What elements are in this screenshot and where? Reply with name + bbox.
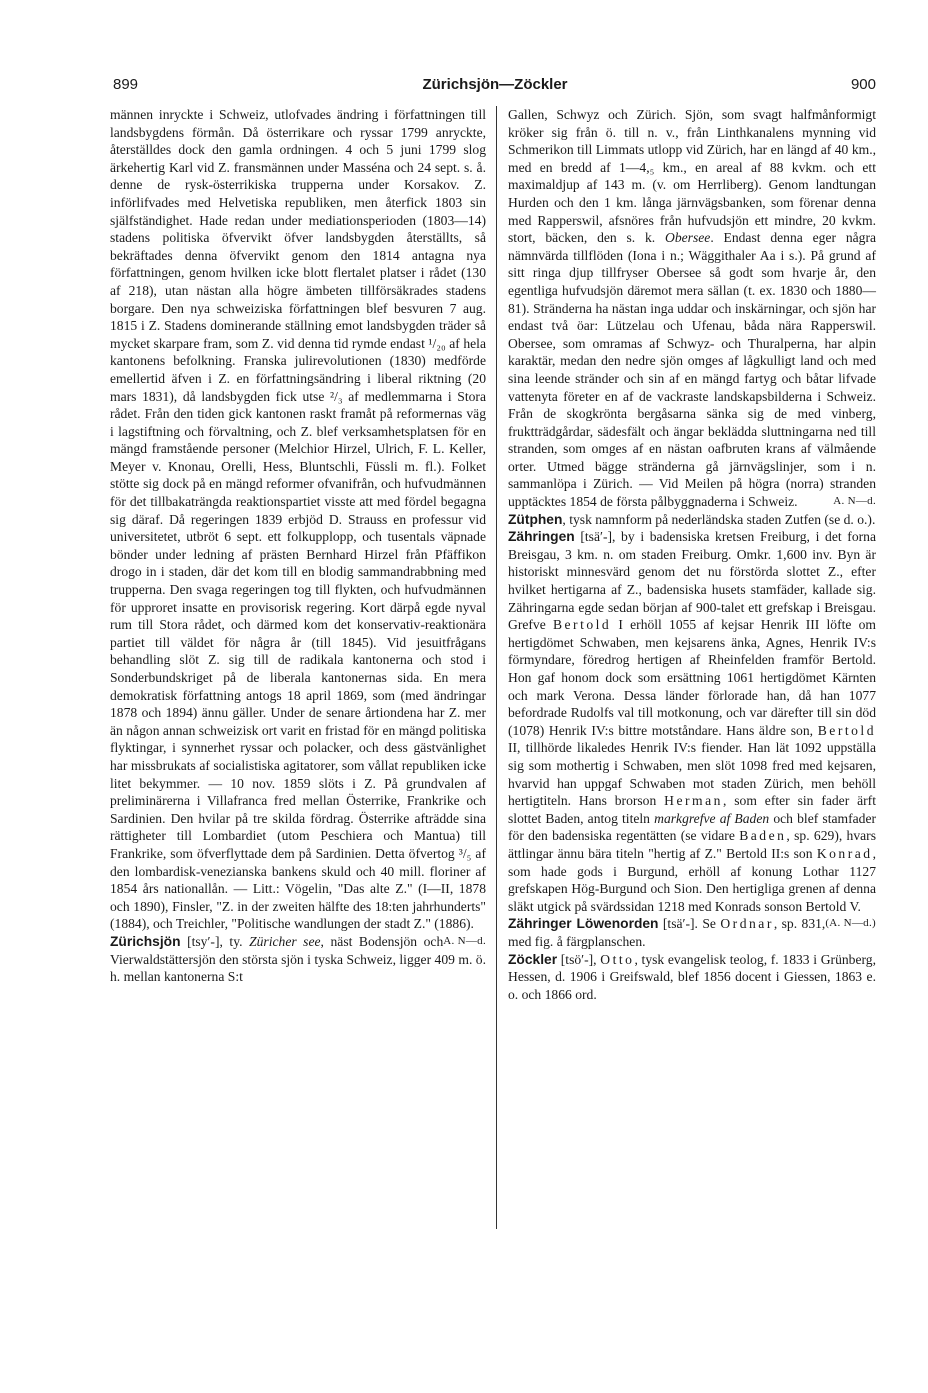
- column-divider: [496, 106, 497, 1229]
- entry-italic: markgrefve af Baden: [654, 810, 770, 826]
- entry-headword: Zähringer Löwenorden: [508, 916, 659, 932]
- entry-text: [tsy′-], ty.: [180, 933, 250, 949]
- author-signature: (A. N—d.): [825, 917, 876, 930]
- entry-headword: Zöckler: [508, 951, 558, 967]
- spaced-name: Herman: [664, 793, 723, 809]
- entry-text: , sp. 831, med fig. å färgplanschen.: [508, 916, 826, 949]
- spaced-name: Otto: [600, 951, 635, 967]
- zurichsjon-continuation: [508, 106, 876, 511]
- entry-zutphen: [508, 511, 876, 529]
- entry-zurichsjon: [110, 933, 486, 986]
- spaced-name: Bertold: [817, 722, 876, 738]
- entry-text: , som hade gods i Burgund, erhöll af konung Lothar 1127 grefskapen Hög-Burgund och Sion. Den hertigliga grenen af denna släkt utgick på svärdssidan 1218 med Konrads sonson Bertold V.: [508, 845, 876, 914]
- entry-text: I erhöll 1055 af kejsar Henrik III löfte om hertigdömet Schwaben, men kejsarens änka, Agnes, Henrik IV:s förmyndare, föredrog hertigen af Rheinfelden framför Bertold. Hon gaf honom dock som ersättning 1061 hertigdömet Kärnten och mark Verona. Dessa länder förlorade han, då han 1077 befordrade Rudolfs val till motkonung, och var därefter till sin död (1078) Henrik IV:s bittre motståndare. Hans äldre son,: [508, 617, 876, 738]
- entry-text: , sp. 629), hvars ättlingar ännu bära titeln "hertig af Z." Bertold II:s son: [508, 828, 876, 861]
- paragraph-text: . Endast denna eger några nämnvärda tillflöden (Iona i n.; Wäggithaler Aa i s.). På grund af sitt ringa djup tillfryser Obersee så godt som hvarje år, den egentliga hufvudsjön däremot mera sällan (t. ex. 1830 och 1880—81). Stränderna ha nästan inga uddar och inskärningar, och sjön har endast två öar: Lützelau och Ufenau, båda nära Rapperswil. Obersee, som omramas af Schwyz- och Thuralperna, har alpin karaktär, medan den nedre sjön omges af lågkulligt land och med sina leende stränder och sin af en mängd fartyg och båtar lifvade vattenyta företer en af de vackraste landskapsbilderna i Schweiz. Från de skogkrönta bergåsarna sänka sig de med vinberg, fruktträdgårdar, sädesfält och ängar beklädda sluttningarna ned till stranden, som omges af en nästan oafbruten krans af välmående orter. Utmed bägge stränderna gå järnvägslinjer, som i n. sammanlöpa i Zürich. — Vid Meilen på högra (norra) stranden upptäcktes 1854 de första pålbyggnaderna i Schweiz.: [508, 230, 877, 510]
- cross-reference: Ordnar: [720, 916, 774, 932]
- entry-italic: Züricher see: [249, 933, 321, 949]
- right-column: [508, 106, 876, 1003]
- entry-headword: Zähringen: [508, 529, 575, 545]
- entry-headword: Zütphen: [508, 511, 563, 527]
- entry-text: [tsä′-]. Se: [658, 916, 721, 932]
- spaced-name: Bertold: [552, 617, 612, 633]
- paragraph-text: Gallen, Schwyz och Zürich. Sjön, som svagt halfmånformigt kröker sig från ö. till n. v., från Linthkanalens mynning vid Schmerikon till Limmats utlopp vid Zürich, har en längd af 40 km., med en bredd af 1—4,₅ km., en areal af 88 kvkm. och ett maximaldjup af 143 m. (v. om Herrliberg). Genom landtungan Hurden och den 1 km. långa järnvägsbanken, som förenar denna med Rapperswil, afsnöres från hufvudsjön ett mindre, 20 kvkm. stort, bäcken, den s. k.: [508, 107, 876, 246]
- entry-text: och blef stamfader för den badensiska regentätten (se vidare: [508, 810, 877, 844]
- entry-headword: Zürichsjön: [110, 933, 181, 949]
- entry-text: , näst Bodensjön och Vierwaldstättersjön den största sjön i tyska Schweiz, ligger 409 m. ö. h. mellan kantonerna S:t: [110, 933, 486, 985]
- entry-zockler: [508, 951, 876, 1004]
- paragraph-text: männen inryckte i Schweiz, utlofvades ändring i författningen till landsbygdens förmån. Då österrikare och ryssar 1799 anryckte, återställdes dock den gamla ordningen. 4 och 5 juni 1799 slog ärkehertig Karl vid Z. fransmännen under Masséna och 24 sept. s. å. denne de rysk-österrikiska trupperna under Korsakov. Z. införlifvades med Helvetiska republiken, men återfick 1803 sin själfständighet. Hade redan under mediationsperioden (1803—14) stadens politiska öfvervikt öfver landsbygden återställts, så bekräftades denna öfvervikt genom den 1814 antagna nya författningen, genom hvilken icke blott flertalet platser i rådet (130 af 218), utan nästan alla högre ämbeten tillförsäkrades stadens borgare. Den nya schweiziska författningen blef besvuren 7 aug. 1815 i Z. Stadens dominerande ställning emot landsbygden träder så mycket skarpare fram, som Z. vid denna tid rymde endast ¹/₂₀ af hela kantonens befolkning. Franska julirevolutionen (1830) medförde emellertid äfven i Z. en författningsändring i liberal riktning (20 mars 1831), då landsbygden fick utse ²/₃ af medlemmarna i Stora rådet. Från den tiden gick kantonen raskt framåt på reformernas väg i lagstiftning och förvaltning, och Z. blef verksamhetsplatsen för en mängd framstående personer (Melchior Hirzel, Ulrich, F. L. Keller, Meyer v. Knonau, Orelli, Hess, Bluntschli, Füssli m. fl.). Folket stötte sig dock på en mängd reformer ofvanifrån, och hufvudmännen för det tillbakaträngda reaktionspartiet visste att med fördel begagna sig däraf. Då regeringen 1839 erbjöd D. Strauss en professur vid universitetet, utbröt 6 sept. ett folkupplopp, och tusentals väpnade bönder under ledning af prästen Bernhard Hirzel från Pfäffikon drogo in i staden, där det kom till en blodig sammandrabbning med trupperna. Den svaga regeringen tog till flykten, och hufvudmännen för upproret insatte en provisorisk regering. Kort därpå egde nyval rum till Stora rådet, och därmed kom det konservativ-reaktionära partiet till väldet för några år (till 1845). Vid jesuitfrågans behandling slöt Z. sig till de radikala kantonerna och stod i Sonderbundskriget på de liberala kantonernas sida. En mera demokratisk författning antogs 18 april 1869, som (med ändringar 1878 och 1894) ännu gäller. Under de senare årtiondena har Z. mer än någon annan schweizisk ort varit en fristad för en mängd politiska flyktingar, i synnerhet ryssar och polacker, och dess gästvänlighet har missbrukats af socialistiska agitatorer, som vållat republiken icke litet bekymmer. — 10 nov. 1859 slöts i Z. På grundvalen af preliminärerna i Villafranca fred mellan Österrike, Frankrike och Sardinien. Den hvilar på tre skilda fördrag. Österrike afträdde sina rättigheter till Lombardiet (utom Peschiera och Mantua) till Frankrike, som öfverflyttade dem på Sardinien. Detta öfvertog ³/₅ af den lombardisk-venezianska bankens skuld och 40 mill. floriner af 1854 års nationallån. — Litt.: Vögelin, "Das alte Z." (I—II, 1878 och 1890), Finsler, "Z. in der zweiten hälfte des 18:ten jahrhunderts" (1884), och Treichler, "Politische wandlungen der stadt Z." (1886).: [110, 107, 486, 932]
- page-number-left: 899: [113, 76, 139, 93]
- running-title: Zürichsjön—Zöckler: [422, 76, 568, 93]
- entry-text: , tysk evangelisk teolog, f. 1833 i Grünberg, Hessen, d. 1906 i Greifswald, blef 1856 docent i Giessen, 1863 e. o. och 1866 ord.: [508, 951, 876, 1002]
- spaced-name: Baden: [739, 828, 787, 844]
- author-signature: A. N—d.: [443, 934, 486, 947]
- spaced-name: Konrad: [816, 845, 873, 861]
- page-number-right: 900: [850, 76, 876, 93]
- entry-text: [tsä′-], by i badensiska kretsen Freiburg, i det forna Breisgau, 3 km. n. om staden Freiburg. Omkr. 1,600 inv. Byn är historiskt minnesvärd genom det nu förstörda slottet Z., efter hvilket hertigarna af Z., badensiska husets stamfäder, kallade sig. Zähringarna egde sedan början af 900-talet ett grefskap i Breisgau. Grefve: [508, 529, 876, 633]
- entry-text: II, tillhörde likaledes Henrik IV:s fiender. Han lät 1092 uppställa sig som mothertig i Schwaben, men slöt 1098 fred med kejsaren, hvarvid han uppgaf Schwaben mot staden Zürich, men behöll hertigtiteln. Hans brorson: [508, 740, 876, 809]
- entry-text: , som efter sin fader ärft slottet Baden, antog titeln: [508, 793, 876, 826]
- left-column: [110, 106, 486, 986]
- entry-zahringer-lowenorden: [508, 915, 876, 950]
- entry-text: , tysk namnform på nederländska staden Zutfen (se d. o.).: [562, 511, 876, 527]
- entry-text: [tsö′-],: [557, 951, 601, 967]
- author-signature: A. N—d.: [833, 495, 876, 508]
- paragraph-italic: Obersee: [665, 230, 711, 246]
